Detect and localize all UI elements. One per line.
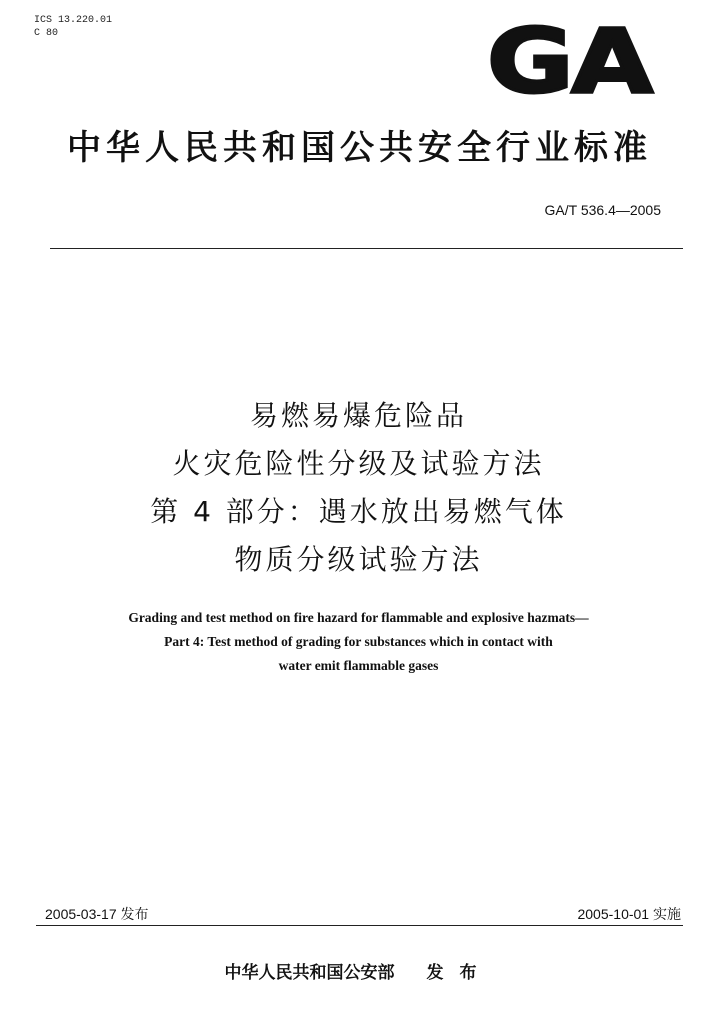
classification-codes: [34, 14, 112, 40]
ga-logo: GA: [487, 10, 651, 113]
english-title-line: Part 4: Test method of grading for substances which in contact with: [164, 634, 553, 649]
header-divider: [50, 248, 683, 249]
footer-divider: [36, 925, 683, 926]
ics-code: ICS 13.220.01: [34, 15, 113, 26]
english-title: [20, 606, 697, 678]
chinese-title-line: 火灾危险性分级及试验方法: [172, 447, 545, 480]
english-title-line: water emit flammable gases: [278, 658, 439, 673]
chinese-title-line: 易燃易爆危险品: [249, 399, 467, 432]
chinese-title-line: 物质分级试验方法: [234, 543, 483, 576]
issue-date: 2005-03-17 发布: [45, 906, 149, 922]
chinese-title: [0, 392, 717, 584]
standard-category-title: 中华人民共和国公共安全行业标准: [67, 128, 652, 168]
ccs-code: C 80: [34, 28, 59, 39]
implementation-date: 2005-10-01 实施: [577, 906, 681, 922]
publisher-name: 中华人民共和国公安部: [224, 963, 395, 983]
standard-code: GA/T 536.4—2005: [544, 202, 661, 218]
publish-action: 发布: [426, 963, 493, 983]
english-title-line: Grading and test method on fire hazard for flammable and explosive hazmats—: [128, 610, 589, 625]
chinese-title-line: 第 4 部分：遇水放出易燃气体: [150, 495, 567, 528]
publisher-line: [0, 958, 717, 983]
